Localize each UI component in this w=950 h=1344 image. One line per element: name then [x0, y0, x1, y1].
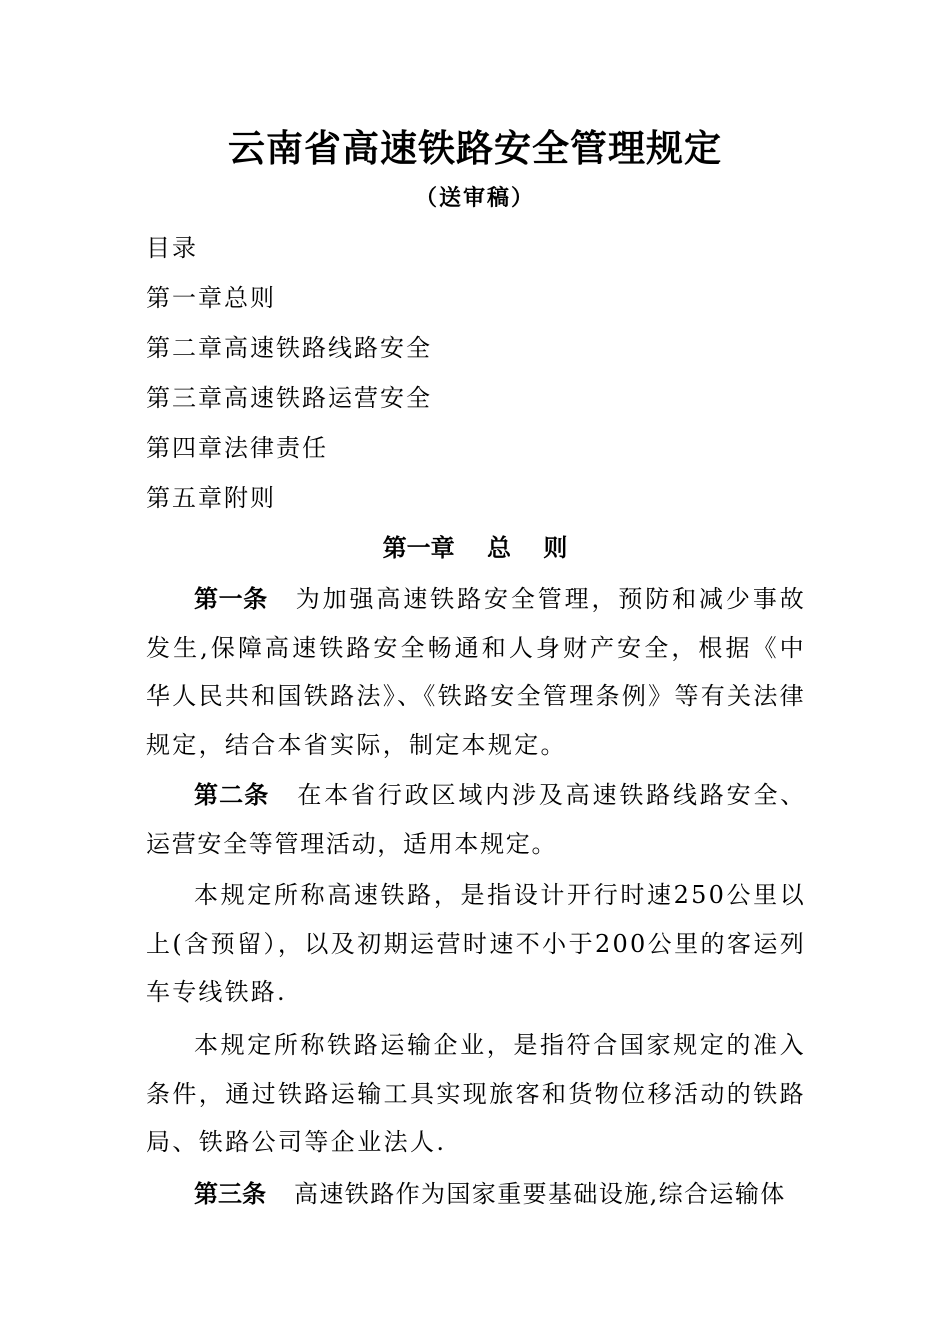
toc-item-chapter-4: 第四章法律责任	[146, 434, 328, 462]
article-2-label: 第二条	[194, 781, 270, 809]
article-2-paragraph-2	[146, 871, 806, 1017]
article-3-label: 第三条	[194, 1180, 266, 1208]
toc-item-chapter-5: 第五章附则	[146, 484, 276, 512]
article-3	[146, 1170, 806, 1219]
article-1-label: 第一条	[194, 585, 268, 613]
document-subtitle: （送审稿）	[414, 186, 535, 211]
article-2-paragraph-3	[146, 1021, 806, 1167]
article-2-paragraph-3-text: 本规定所称铁路运输企业，是指符合国家规定的准入条件，通过铁路运输工具实现旅客和货物位移活动的铁路局、铁路公司等企业法人.	[146, 1031, 806, 1156]
chapter-1-heading: 第一章 总 则	[382, 534, 568, 562]
toc-item-chapter-3: 第三章高速铁路运营安全	[146, 384, 432, 412]
toc-item-chapter-1: 第一章总则	[146, 284, 276, 312]
article-1	[146, 575, 806, 769]
article-2	[146, 771, 806, 868]
article-3-text: 高速铁路作为国家重要基础设施,综合运输体	[294, 1180, 786, 1208]
article-1-text: 为加强高速铁路安全管理，预防和减少事故发生,保障高速铁路安全畅通和人身财产安全，根据《中华人民共和国铁路法》、《铁路安全管理条例》等有关法律规定，结合本省实际，制定本规定。	[146, 585, 807, 759]
document-title: 云南省高速铁路安全管理规定	[228, 126, 722, 170]
article-2-paragraph-2-text: 本规定所称高速铁路，是指设计开行时速250公里以上(含预留），以及初期运营时速不小于200公里的客运列车专线铁路.	[146, 881, 806, 1006]
article-2-text: 在本省行政区域内涉及高速铁路线路安全、运营安全等管理活动，适用本规定。	[146, 781, 806, 858]
toc-heading: 目录	[146, 234, 198, 262]
toc-item-chapter-2: 第二章高速铁路线路安全	[146, 334, 432, 362]
